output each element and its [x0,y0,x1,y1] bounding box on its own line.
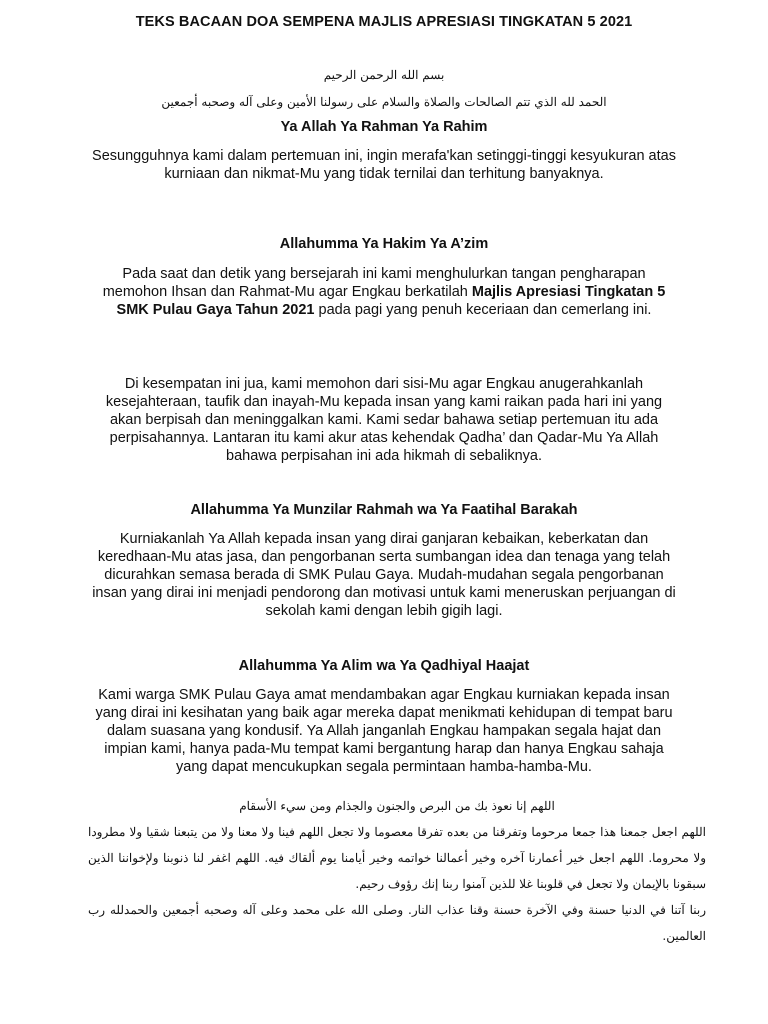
section-paragraph-3: Kurniakanlah Ya Allah kepada insan yang dirai ganjaran kebaikan, keberkatan dan keredhaan-Mu atas jasa, dan pengorbanan serta sumbangan idea dan tenaga yang telah dicurahkan semasa berada di SMK Pulau Gaya. Mudah-mudahan segala pengorbanan insan yang dirai ini menjadi pendorong dan motivasi untuk kami meneruskan perjuangan di sekolah kami dengan lebih gigih lagi. [92,531,676,619]
document-title: TEKS BACAAN DOA SEMPENA MAJLIS APRESIASI TINGKATAN 5 2021 [135,14,633,30]
dua-line-1: اللهم إنا نعوذ بك من البرص والجنون والجذام ومن سيء الأسقام [239,799,555,813]
opening-praise: الحمد لله الذي تتم الصالحات والصلاة والسلام على رسولنا الأمين وعلى آله وصحبه أجمعين [161,95,607,109]
section-heading-1: Ya Allah Ya Rahman Ya Rahim [280,119,488,135]
paragraph-text: pada pagi yang penuh keceriaan dan cemerlang ini. [314,302,652,318]
section-heading-4: Allahumma Ya Alim wa Ya Qadhiyal Haajat [238,658,530,674]
closing-dua [88,793,706,949]
basmalah: بسم الله الرحمن الرحيم [323,68,445,82]
dua-line-3: ربنا آتنا في الدنيا حسنة وفي الآخرة حسنة وقنا عذاب النار. وصلى الله على محمد وعلى آله وصحبه أجمعين والحمدلله رب العالمين. [88,903,706,943]
section-heading-3: Allahumma Ya Munzilar Rahmah wa Ya Faatihal Barakah [190,502,578,518]
section-paragraph-4: Kami warga SMK Pulau Gaya amat mendambakan agar Engkau kurniakan kepada insan yang dirai ini kesihatan yang baik agar mereka dapat menikmati kehidupan di tempat baru dalam suasana yang kondusif. Ya Allah janganlah Engkau hampakan segala hajat dan impian kami, hanya pada-Mu tempat kami bergantung harap dan hanya Engkau sahaja yang dapat mencukupkan segala permintaan hamba-hamba-Mu. [95,687,673,775]
section-heading-2: Allahumma Ya Hakim Ya A’zim [279,236,489,252]
dua-line-2: اللهم اجعل جمعنا هذا جمعا مرحوما وتفرقنا من بعده تفرقا معصوما ولا تجعل اللهم فينا ولا معنا ولا من يتبعنا شقيا ولا مطرودا ولا محروما. اللهم اجعل خير أعمارنا آخره وخير أعمالنا خواتمه وخير أيامنا يوم ألقاك فيه. اللهم اغفر لنا ذنوبنا ولإخواننا الذين سبقونا بالإيمان ولا تجعل في قلوبنا غلا للذين آمنوا ربنا إنك رؤوف رحيم. [88,825,706,891]
section-paragraph-1: Sesungguhnya kami dalam pertemuan ini, ingin merafa'kan setinggi-tinggi kesyukuran atas kurniaan dan nikmat-Mu yang tidak ternilai dan terhitung banyaknya. [92,148,676,182]
paragraph-text: Pada saat dan detik yang bersejarah ini kami menghulurkan tangan pengharapan memohon Ihsan dan Rahmat-Mu agar Engkau berkatilah [102,266,646,300]
section-paragraph-2b: Di kesempatan ini jua, kami memohon dari sisi-Mu agar Engkau anugerahkanlah kesejahteraan, taufik dan inayah-Mu kepada insan yang kami raikan pada hari ini yang akan berpisah dan meninggalkan kami. Kami sedar bahawa setiap pertemuan itu ada perpisahannya. Lantaran itu kami akur atas kehendak Qadha’ dan Qadar-Mu Ya Allah bahawa perpisahan ini ada hikmah di sebaliknya. [105,376,663,464]
section-paragraph-2 [92,265,676,319]
event-name: Majlis Apresiasi Tingkatan 5 SMK Pulau Gaya Tahun 2021 [116,284,666,318]
